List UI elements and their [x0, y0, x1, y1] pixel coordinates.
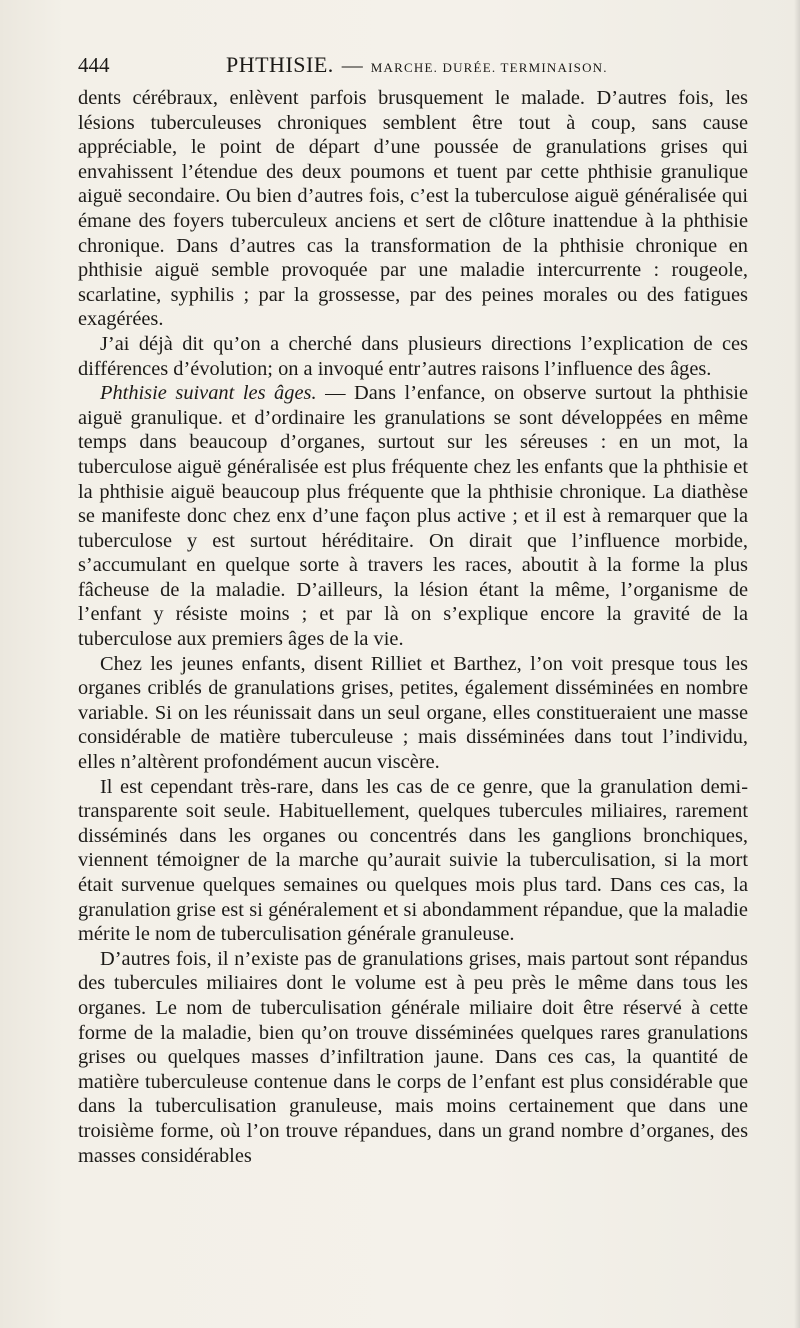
- paragraph-4: [78, 652, 748, 775]
- paragraph-6: [78, 947, 748, 1168]
- paragraph-text: dents cérébraux, enlèvent parfois brusquement le malade. D’autres fois, les lésions tuberculeuses chroniques semblent être tout à coup, sans cause appréciable, le point de départ d’une poussée de granulations grises qui envahissent l’étendue des deux poumons et tuent par cette phthisie granulique aiguë secondaire. Ou bien d’autres fois, c’est la tuberculose aiguë généralisée qui émane des foyers tuberculeux anciens et sert de clôture inattendue à la phthisie chronique. Dans d’autres cas la transformation de la phthisie chronique en phthisie aiguë semble provoquée par une maladie intercurrente : rougeole, scarlatine, syphilis ; par la grossesse, par des peines morales ou des fatigues exagérées.: [78, 87, 748, 331]
- body-text: [78, 86, 748, 1168]
- paragraph-text: — Dans l’enfance, on observe surtout la phthisie aiguë granulique. et d’ordinaire les granulations se sont développées en même temps dans beaucoup d’organes, surtout sur les séreuses : en un mot, la tuberculose aiguë généralisée est plus fréquente chez les enfants que la phthisie et la phthisie aiguë beaucoup plus fréquente que la phthisie chronique. La diathèse se manifeste donc chez enx d’une façon plus active ; et il est à remarquer que la tuberculose y est surtout héréditaire. On dirait que l’influence morbide, s’accumulant en quelque sorte à travers les races, aboutit à la forme la plus fâcheuse de la maladie. D’ailleurs, la lésion étant la même, l’organisme de l’enfant y résiste moins ; et par là on s’explique encore la gravité de la tuberculose aux premiers âges de la vie.: [78, 382, 748, 651]
- paragraph-3: [78, 381, 748, 652]
- running-header: [78, 50, 748, 80]
- page-number: 444: [78, 53, 110, 77]
- chapter-title: PHTHISIE.: [226, 52, 334, 77]
- paragraph-text: Il est cependant très-rare, dans les cas de ce genre, que la granulation demi-transparente soit seule. Habituellement, quelques tubercules miliaires, rarement disséminés dans les organes ou concentrés dans les ganglions bronchiques, viennent témoigner de la marche qu’aurait suivie la tuberculisation, si la mort était survenue quelques semaines ou quelques mois plus tard. Dans ces cas, la granulation grise est si généralement et si abondamment répandue, que la maladie mérite le nom de tuberculisation générale granuleuse.: [78, 775, 748, 946]
- paragraph-5: [78, 775, 748, 947]
- paragraph-text: Chez les jeunes enfants, disent Rilliet et Barthez, l’on voit presque tous les organes criblés de granulations grises, petites, également disséminées en nombre variable. Si on les réunissait dans un seul organe, elles constitueraient une masse considérable de matière tuberculeuse ; mais disséminées dans tout l’individu, elles n’altèrent profondément aucun viscère.: [78, 652, 748, 774]
- paragraph-text: J’ai déjà dit qu’on a cherché dans plusieurs directions l’explication de ces différences d’évolution; on a invoqué entr’autres raisons l’influence des âges.: [78, 332, 748, 380]
- page-edge-shadow: [794, 0, 800, 1328]
- title-dash: —: [341, 53, 363, 77]
- paragraph-2: [78, 332, 748, 381]
- section-subtitle: MARCHE. DURÉE. TERMINAISON.: [370, 60, 608, 75]
- paragraph-1: [78, 86, 748, 332]
- section-lead-italic: Phthisie suivant les âges.: [100, 382, 317, 405]
- paragraph-text: D’autres fois, il n’existe pas de granulations grises, mais partout sont répandus des tubercules miliaires dont le volume est à peu près le même dans tous les organes. Le nom de tuberculisation générale miliaire doit être réservé à cette forme de la maladie, bien qu’on trouve disséminées quelques rares granulations grises ou quelques masses d’infiltration jaune. Dans ces cas, la quantité de matière tuberculeuse contenue dans le corps de l’enfant est plus considérable que dans la tuberculisation granuleuse, mais moins certainement que dans une troisième forme, où l’on trouve répandues, dans un grand nombre d’organes, des masses considérables: [78, 947, 748, 1167]
- running-title: [226, 50, 608, 83]
